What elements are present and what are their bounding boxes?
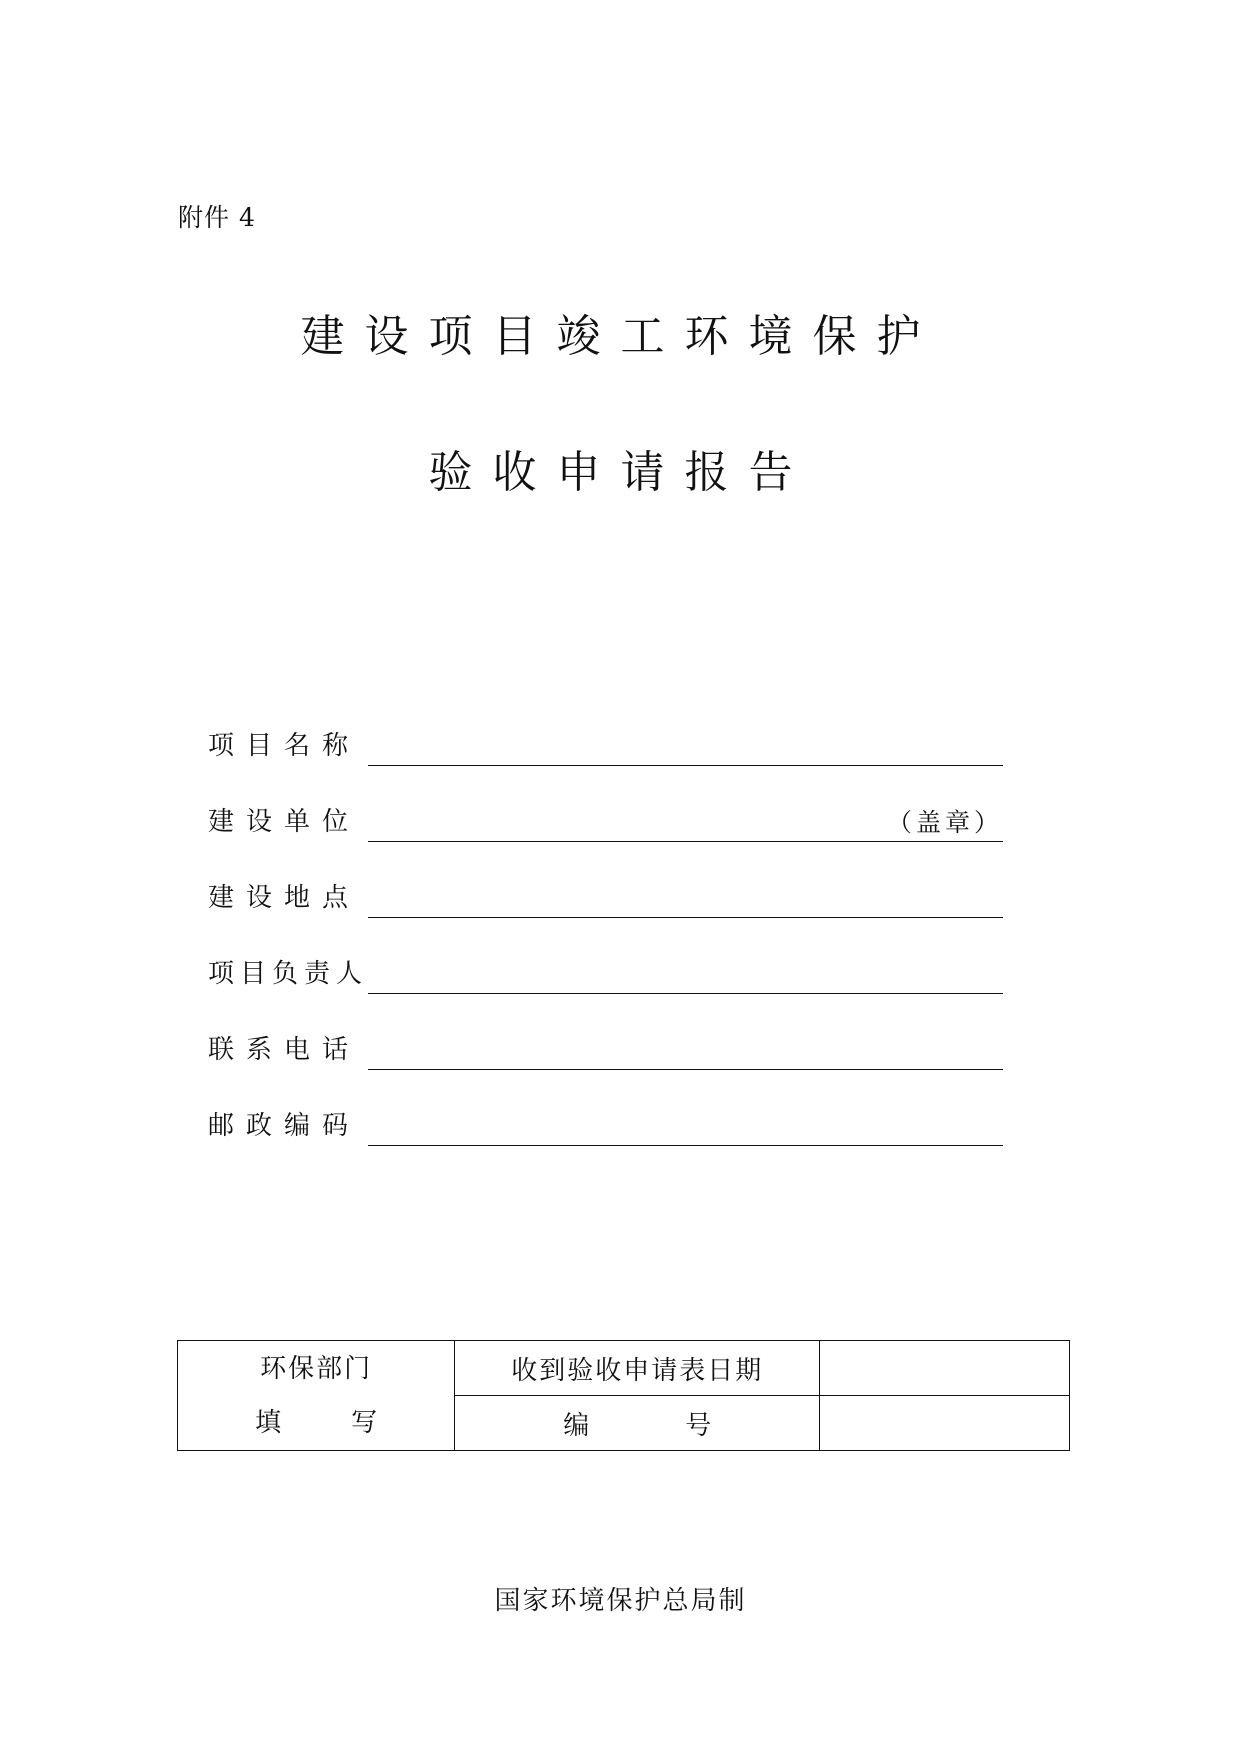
field-label: 邮政编码	[208, 1111, 361, 1141]
field-label: 项目负责人	[208, 959, 369, 989]
department-label-line-1: 环保部门	[260, 1353, 373, 1384]
seal-note: （盖章）	[886, 808, 1003, 837]
department-label-cell	[178, 1341, 455, 1451]
document-title-line-1: 建设项目竣工环境保护	[300, 311, 941, 362]
serial-number-value-cell[interactable]	[820, 1396, 1070, 1451]
issuer-footer: 国家环境保护总局制	[494, 1586, 747, 1616]
received-date-label: 收到验收申请表日期	[455, 1341, 820, 1396]
field-postal-code	[208, 1070, 1003, 1146]
field-construction-location	[208, 842, 1003, 918]
application-fields	[208, 690, 1003, 1146]
project-leader-input-line[interactable]	[368, 959, 1003, 994]
contact-phone-input-line[interactable]	[368, 1035, 1003, 1070]
project-name-input-line[interactable]	[368, 731, 1003, 766]
postal-code-input-line[interactable]	[368, 1111, 1003, 1146]
attachment-label: 附件 4	[178, 203, 256, 232]
department-label-line-2: 填写	[255, 1407, 448, 1438]
field-label: 项目名称	[208, 731, 361, 761]
field-label: 建设地点	[208, 883, 361, 913]
received-date-value-cell[interactable]	[820, 1341, 1070, 1396]
field-label: 建设单位	[208, 807, 361, 837]
department-table	[177, 1340, 1070, 1451]
field-project-leader	[208, 918, 1003, 994]
serial-number-label: 编号	[455, 1396, 820, 1451]
field-label: 联系电话	[208, 1035, 361, 1065]
construction-location-input-line[interactable]	[368, 883, 1003, 918]
field-contact-phone	[208, 994, 1003, 1070]
field-project-name	[208, 690, 1003, 766]
table-row	[178, 1341, 1070, 1396]
construction-unit-input-line[interactable]	[368, 807, 1003, 842]
field-construction-unit	[208, 766, 1003, 842]
document-title-line-2: 验收申请报告	[428, 447, 813, 498]
